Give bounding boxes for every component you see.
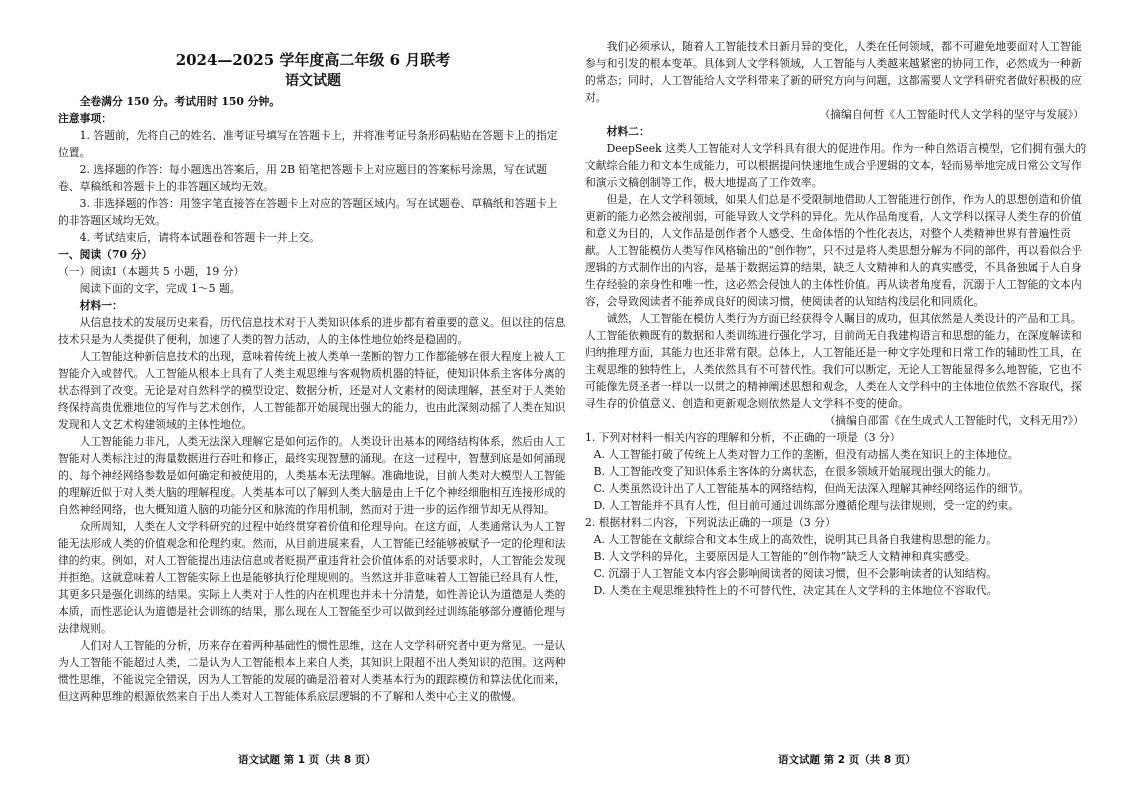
page-1-column <box>58 50 568 705</box>
material-1-paragraph: 众所周知，人类在人文学科研究的过程中始终贯穿着价值和伦理导向。在这方面，人类通常认为人工智能无法形成人类的价值观念和伦理约束。然而，从目前进展来看，人工智能已经能够被赋予一定的伦理和法律的约束。例如，对人工智能提出违法信息或者贬损严重违背社会价值体系的对话要求时，人工智能会发现并拒绝。这就意味着人工智能实际上也是能够执行伦理规则的。当然这并非意味着人工智能已经具有人性，其更多只是强化训练的结果。实际上人类对于人性的内在机理也并未十分清楚，如性善论认为道德是人类的本质，而性恶论认为道德是社会训练的结果，那么现在人工智能至少可以做到经过训练能够部分遵循伦理与法律规则。 <box>58 520 566 635</box>
question-stem: 1. 下列对材料一相关内容的理解和分析，不正确的一项是（3 分） <box>585 431 901 444</box>
question-1 <box>585 429 1090 514</box>
question-option: A. 人工智能在文献综合和文本生成上的高效性，说明其已具备自我建构思想的能力。 <box>593 533 997 546</box>
material-1-paragraph: 人们对人工智能的分析，历来存在着两种基础性的惯性思维，这在人文学科研究者中更为常见。一是认为人工智能不能超过人类，二是认为人工智能根本上来自人类，其知识上限超不出人类知识的范围。这两种惯性思维，不能说完全错误，因为人工智能的发展的确是沿着对人类基本行为的跟踪模仿和算法优化而来，但这两种思维的根源依然来自于出人类对人工智能体系底层逻辑的不了解和人类中心主义的傲慢。 <box>58 639 566 703</box>
note-item: 3. 非选择题的作答：用签字笔直接答在答题卡上对应的答题区域内。写在试题卷、草稿纸和答题卡上的非答题区域均无效。 <box>58 197 558 227</box>
material-1-paragraph: 从信息技术的发展历史来看，历代信息技术对于人类知识体系的进步都有着重要的意义。但以往的信息技术只是为人类提供了便利，加速了人类的智力活动，人的主体性地位始终是稳固的。 <box>58 316 566 346</box>
section-heading: 一、阅读（70 分） <box>58 248 153 261</box>
question-option: A. 人工智能打破了传统上人类对智力工作的垄断，但没有动摇人类在知识上的主体地位。 <box>593 448 1019 461</box>
question-option: C. 沉溺于人工智能文本内容会影响阅读者的阅读习惯，但不会影响读者的认知结构。 <box>593 567 998 580</box>
material-2-paragraph: DeepSeek 这类人工智能对人文学科具有很大的促进作用。作为一种自然语言模型，它们拥有强大的文献综合能力和文本生成能力，可以根据提问快速地生成合乎逻辑的文本，轻而易举地完成日常公文写作和演示文稿创制等工作，极大地提高了工作效率。 <box>585 142 1087 189</box>
material-1-paragraph: 人工智能这种新信息技术的出现，意味着传统上被人类单一垄断的智力工作都能够在很大程度上被人工智能介入或替代。人工智能从根本上具有了人类主观思维与客观物质机器的特征，使知识体系主客体分离的状态得到了改变。无论是对自然科学的模型设定、数据分析，还是对人文素材的阅读理解，甚至对于人类始终保持高贵优雅地位的写作与艺术创作，人工智能都开始展现出强大的能力，也由此深刻动摇了人类在知识发现和人文艺术构建领域的主体性地位。 <box>58 350 566 431</box>
question-option: C. 人类虽然设计出了人工智能基本的网络结构，但尚无法深入理解其神经网络运作的细节。 <box>593 482 1030 495</box>
question-option: B. 人文学科的异化，主要原因是人工智能的“创作物”缺乏人文精神和真实感受。 <box>593 550 976 563</box>
material-2-source: （摘编自邵雷《在生成式人工智能时代，文科无用?》） <box>824 414 1084 427</box>
exam-subject: 语文试题 <box>285 73 341 89</box>
material-2-paragraph: 诚然，人工智能在模仿人类行为方面已经获得令人瞩目的成功，但其依然是人类设计的产品和工具。人工智能依赖既有的数据和人类训练进行强化学习，目前尚无自我建构语言和思想的能力，在深度解读和归纳推理方面，其能力也还非常有限。总体上，人工智能还是一种文字处理和日常工作的辅助性工具，在主观思维的独特性上，人类依然具有不可替代性。我们可以断定，无论人工智能显得多么地智能，它也不可能像先贤圣者一样以一以贯之的精神阐述思想和观念，人类在人文学科中的主体地位依然不容取代，探寻生存的价值意义、创造和更新观念则依然是人文学科不变的使命。 <box>585 312 1082 410</box>
question-2 <box>585 514 1090 599</box>
sub-section-heading: （一）阅读Ⅰ（本题共 5 小题，19 分） <box>58 265 245 278</box>
material-1-source: （摘编自何哲《人工智能时代人文学科的坚守与发展》） <box>819 108 1084 121</box>
score-info: 全卷满分 150 分。考试用时 150 分钟。 <box>79 95 281 108</box>
question-stem: 2. 根据材料二内容，下列说法正确的一项是（3 分） <box>585 516 836 529</box>
material-2-label: 材料二： <box>606 125 650 138</box>
material-1-label: 材料一： <box>79 299 123 312</box>
note-item: 2. 选择题的作答：每小题选出答案后，用 2B 铅笔把答题卡上对应题目的答案标号涂黑，写在试题卷、草稿纸和答题卡上的非答题区域均无效。 <box>58 163 547 193</box>
question-option: B. 人工智能改变了知识体系主客体的分离状态，在很多领域开始展现出强大的能力。 <box>593 465 998 478</box>
material-2-paragraph: 但是，在人文学科领域，如果人们总是不受限制地借助人工智能进行创作，作为人的思想创造和价值更新的能力必然会被削弱，可能导致人文学科的异化。先从作品角度看，人文学科以探寻人类生存的价值和意义为目的，人文作品是创作者个人感受、生命体悟的个性化表达，对整个人类精神世界有普遍性贡献。人工智能模仿人类写作风格输出的“创作物”，只不过是将人类思想分解为不同的部件，再以看似合乎逻辑的方式制作出的内容，是基于数据运算的结果，缺乏人文精神和人的真实感受，不具备独属于人自身生存经验的亲身性和唯一性，这必然会侵蚀人的主体性价值。再从读者角度看，沉溺于人工智能的文本内容，会导致阅读者不能养成良好的阅读习惯，使阅读者的认知结构浅层化和同质化。 <box>585 193 1082 308</box>
material-1-paragraph: 人工智能能力非凡，人类无法深入理解它是如何运作的。人类设计出基本的网络结构体系，然后由人工智能对人类标注过的海量数据进行吞吐和修正，最终实现智慧的涌现。在这一过程中，智慧到底是如何涌现的、每个神经网络参数是如何确定和被使用的，人类基本无法理解。准确地说，目前人类对大模型人工智能的理解近似于对人类大脑的理解程度。人类基本可以了解到人类大脑是由上千亿个神经细胞相互连接形成的自然神经网络，也大概知道人脑的功能分区和脉流的作用机制，然而对于进一步的运作细节却无从得知。 <box>58 435 566 516</box>
question-option: D. 人工智能并不具有人性，但目前可通过训练部分遵循伦理与法律规则，受一定的约束。 <box>593 499 1020 512</box>
page-2-footer: 语文试题 第 2 页（共 8 页） <box>778 754 916 766</box>
exam-title: 2024—2025 学年度高二年级 6 月联考 <box>175 51 451 69</box>
reading-instruction: 阅读下面的文字，完成 1～5 题。 <box>79 282 241 295</box>
page-1-footer: 语文试题 第 1 页（共 8 页） <box>238 754 376 766</box>
note-item: 1. 答题前，先将自己的姓名、准考证号填写在答题卡上，并将准考证号条形码粘贴在答题卡上的指定位置。 <box>58 129 558 159</box>
note-item: 4. 考试结束后，请将本试题卷和答题卡一并上交。 <box>79 231 321 244</box>
question-option: D. 人类在主观思维独特性上的不可替代性，决定其在人文学科的主体地位不容取代。 <box>593 584 998 597</box>
material-1-paragraph: 我们必须承认，随着人工智能技术日新月异的变化，人类在任何领域，都不可避免地要面对人工智能参与和引发的根本变革。具体到人文学科领域，人工智能与人类越来越紧密的协同工作，必然成为一种新的常态；同时，人工智能给人文学科带来了新的研究方向与问题，这都需要人文学科研究者做好积极的应对。 <box>585 40 1082 104</box>
page-2-column <box>585 38 1090 599</box>
notes-heading: 注意事项： <box>58 112 112 125</box>
